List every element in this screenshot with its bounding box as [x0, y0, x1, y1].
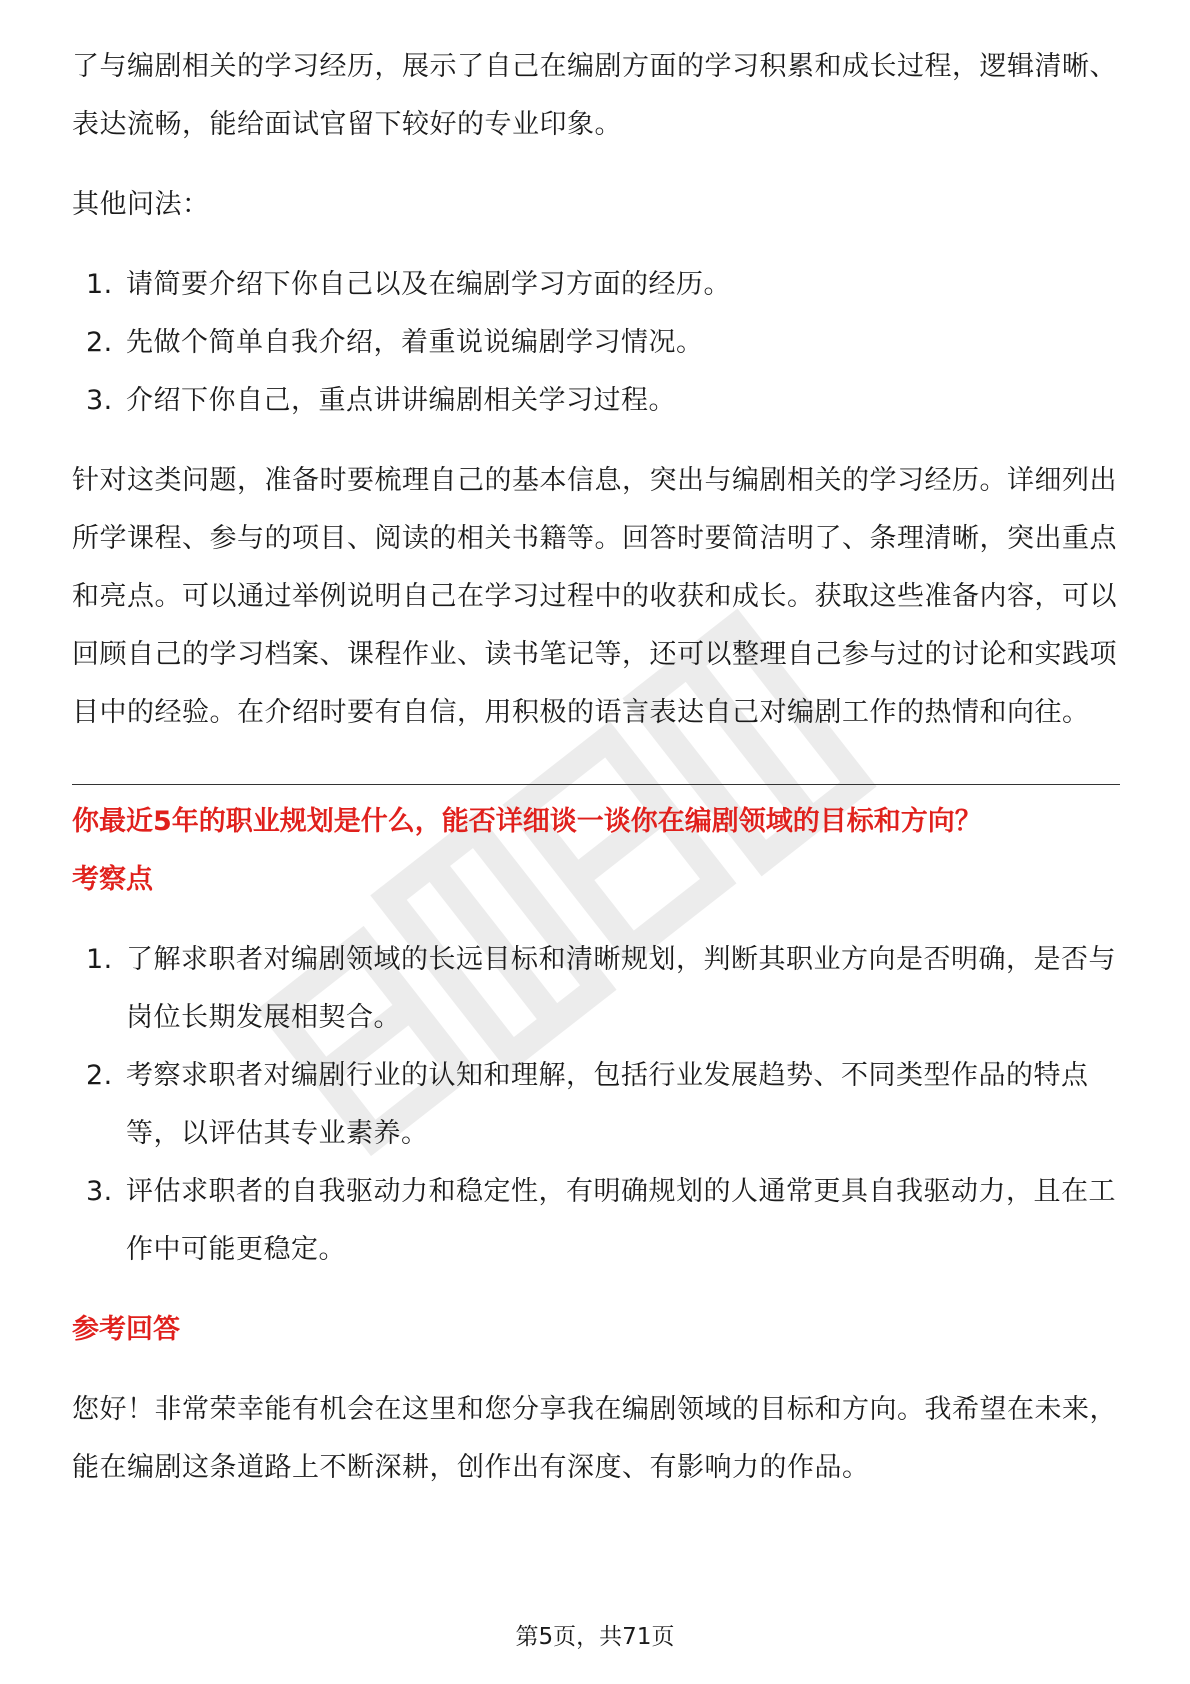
list-number: 1. — [86, 944, 113, 975]
list-number: 2. — [86, 327, 113, 358]
advice-paragraph: 针对这类问题，准备时要梳理自己的基本信息，突出与编剧相关的学习经历。详细列出所学课程、参与的项目、阅读的相关书籍等。回答时要简洁明了、条理清晰，突出重点和亮点。可以通过举例说明自己在学习过程中的收获和成长。获取这些准备内容，可以回顾自己的学习档案、课程作业、读书笔记等，还可以整理自己参与过的讨论和实践项目中的经验。在介绍时要有自信，用积极的语言表达自己对编剧工作的热情和向往。 — [72, 465, 1117, 728]
check-points-list — [72, 931, 1120, 1279]
list-item — [72, 1047, 1120, 1163]
list-item — [72, 372, 1120, 430]
list-text: 请简要介绍下你自己以及在编剧学习方面的经历。 — [126, 269, 731, 300]
list-number: 1. — [86, 269, 113, 300]
question-heading: 你最近5年的职业规划是什么，能否详细谈一谈你在编剧领域的目标和方向？ — [72, 806, 982, 837]
list-text: 评估求职者的自我驱动力和稳定性，有明确规划的人通常更具自我驱动力，且在工作中可能更稳定。 — [126, 1176, 1116, 1265]
list-text: 考察求职者对编剧行业的认知和理解，包括行业发展趋势、不同类型作品的特点等，以评估其专业素养。 — [126, 1060, 1089, 1149]
list-item — [72, 1163, 1120, 1279]
other-asks-list — [72, 256, 1120, 430]
list-item — [72, 314, 1120, 372]
list-item — [72, 931, 1120, 1047]
page-footer: 第5页，共71页 — [515, 1624, 675, 1650]
list-number: 3. — [86, 1176, 113, 1207]
document-page — [72, 38, 1120, 1497]
list-number: 3. — [86, 385, 113, 416]
reference-heading: 参考回答 — [72, 1314, 180, 1345]
list-text: 了解求职者对编剧领域的长远目标和清晰规划，判断其职业方向是否明确，是否与岗位长期发展相契合。 — [126, 944, 1116, 1033]
list-item — [72, 256, 1120, 314]
reference-answer: 您好！非常荣幸能有机会在这里和您分享我在编剧领域的目标和方向。我希望在未来，能在编剧这条道路上不断深耕，创作出有深度、有影响力的作品。 — [72, 1394, 1117, 1483]
list-number: 2. — [86, 1060, 113, 1091]
other-asks-heading: 其他问法： — [72, 189, 210, 220]
intro-paragraph: 了与编剧相关的学习经历，展示了自己在编剧方面的学习积累和成长过程，逻辑清晰、表达流畅，能给面试官留下较好的专业印象。 — [72, 51, 1117, 140]
list-text: 介绍下你自己，重点讲讲编剧相关学习过程。 — [126, 385, 676, 416]
check-points-heading: 考察点 — [72, 864, 153, 895]
list-text: 先做个简单自我介绍，着重说说编剧学习情况。 — [126, 327, 704, 358]
